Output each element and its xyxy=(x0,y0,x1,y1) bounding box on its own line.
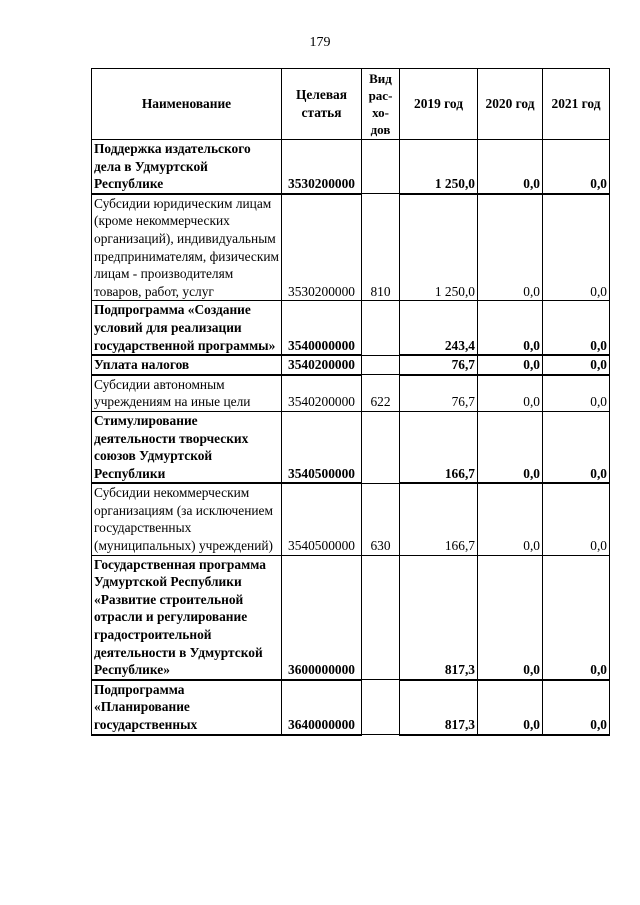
cell-name: Субсидии некоммерческим организациям (за исключением государственных (муниципальных) учреждений) xyxy=(92,483,282,555)
cell-2021: 0,0 xyxy=(543,375,610,412)
cell-2021: 0,0 xyxy=(543,680,610,735)
cell-vid: 622 xyxy=(362,375,400,412)
cell-2020: 0,0 xyxy=(478,375,543,412)
table-header-row xyxy=(92,69,610,140)
header-2021: 2021 год xyxy=(543,69,610,140)
cell-2020: 0,0 xyxy=(478,140,543,194)
cell-vid xyxy=(362,301,400,355)
cell-2021: 0,0 xyxy=(543,483,610,555)
header-vid: Вид рас-хо-дов xyxy=(362,69,400,140)
cell-target: 3640000000 xyxy=(282,680,362,735)
cell-2019: 166,7 xyxy=(400,483,478,555)
cell-2021: 0,0 xyxy=(543,355,610,375)
cell-target: 3540500000 xyxy=(282,411,362,483)
cell-vid xyxy=(362,680,400,735)
table-row xyxy=(92,140,610,194)
cell-name: Подпрограмма «Создание условий для реализации государственной программы» xyxy=(92,301,282,355)
cell-target: 3540500000 xyxy=(282,483,362,555)
cell-name: Уплата налогов xyxy=(92,355,282,375)
cell-name: Государственная программа Удмуртской Республики «Развитие строительной отрасли и регулирование градостроительной деятельности в Удмуртской Республике» xyxy=(92,555,282,680)
cell-2019: 817,3 xyxy=(400,555,478,680)
cell-vid: 630 xyxy=(362,483,400,555)
header-2019: 2019 год xyxy=(400,69,478,140)
cell-target: 3540200000 xyxy=(282,355,362,375)
cell-name: Подпрограмма «Планирование государственных xyxy=(92,680,282,735)
header-target: Целевая статья xyxy=(282,69,362,140)
cell-name: Субсидии автономным учреждениям на иные цели xyxy=(92,375,282,412)
cell-name: Поддержка издательского дела в Удмуртской Республике xyxy=(92,140,282,194)
table-row xyxy=(92,194,610,301)
cell-2020: 0,0 xyxy=(478,411,543,483)
table-row xyxy=(92,411,610,483)
table-row xyxy=(92,680,610,735)
cell-2021: 0,0 xyxy=(543,411,610,483)
cell-vid xyxy=(362,355,400,375)
cell-target: 3530200000 xyxy=(282,140,362,194)
budget-table xyxy=(91,68,610,736)
table-row xyxy=(92,375,610,412)
cell-vid xyxy=(362,140,400,194)
cell-2019: 817,3 xyxy=(400,680,478,735)
cell-2019: 1 250,0 xyxy=(400,194,478,301)
cell-vid: 810 xyxy=(362,194,400,301)
cell-2020: 0,0 xyxy=(478,194,543,301)
cell-target: 3530200000 xyxy=(282,194,362,301)
cell-vid xyxy=(362,555,400,680)
header-2020: 2020 год xyxy=(478,69,543,140)
cell-2021: 0,0 xyxy=(543,301,610,355)
cell-name: Стимулирование деятельности творческих союзов Удмуртской Республики xyxy=(92,411,282,483)
table-row xyxy=(92,355,610,375)
cell-target: 3540200000 xyxy=(282,375,362,412)
table-row xyxy=(92,483,610,555)
cell-2019: 1 250,0 xyxy=(400,140,478,194)
cell-2019: 76,7 xyxy=(400,355,478,375)
cell-2019: 76,7 xyxy=(400,375,478,412)
cell-2020: 0,0 xyxy=(478,555,543,680)
cell-2020: 0,0 xyxy=(478,680,543,735)
table-row xyxy=(92,301,610,355)
cell-2021: 0,0 xyxy=(543,555,610,680)
cell-vid xyxy=(362,411,400,483)
cell-target: 3540000000 xyxy=(282,301,362,355)
page-number: 179 xyxy=(309,35,331,50)
cell-2020: 0,0 xyxy=(478,483,543,555)
cell-2021: 0,0 xyxy=(543,194,610,301)
cell-target: 3600000000 xyxy=(282,555,362,680)
cell-name: Субсидии юридическим лицам (кроме некоммерческих организаций), индивидуальным предпринимателям, физическим лицам - производителям товаров, работ, услуг xyxy=(92,194,282,301)
table-row xyxy=(92,555,610,680)
cell-2021: 0,0 xyxy=(543,140,610,194)
cell-2019: 166,7 xyxy=(400,411,478,483)
cell-2019: 243,4 xyxy=(400,301,478,355)
cell-2020: 0,0 xyxy=(478,355,543,375)
header-name: Наименование xyxy=(92,69,282,140)
cell-2020: 0,0 xyxy=(478,301,543,355)
